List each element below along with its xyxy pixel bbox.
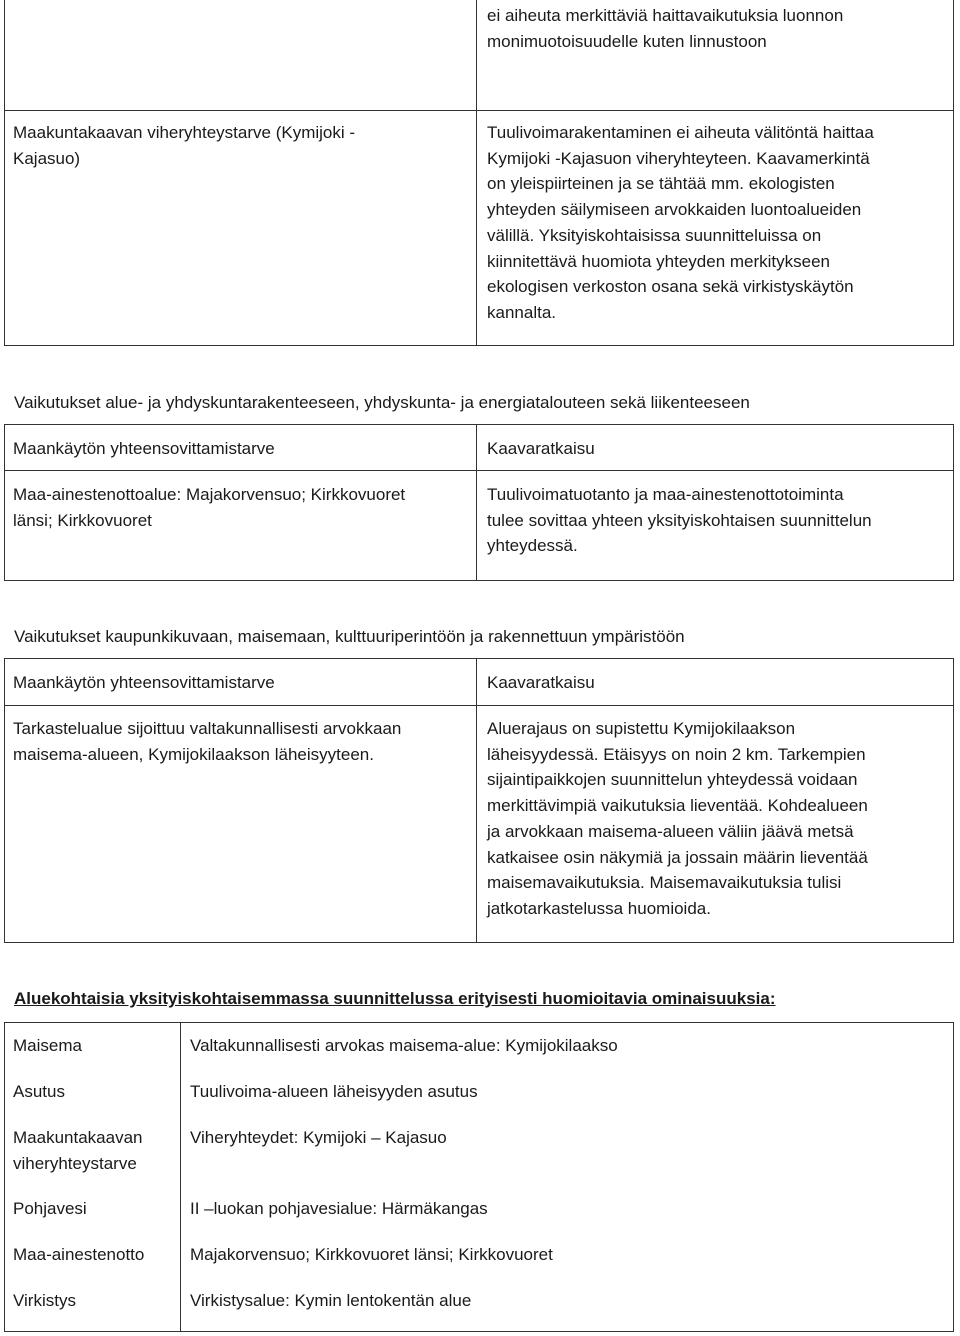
table-4-row-value: Tuulivoima-alueen läheisyyden asutus: [190, 1082, 478, 1101]
table-4-row-label: Maakuntakaavan viheryhteystarve: [13, 1128, 143, 1173]
table-4-divider: [180, 1022, 181, 1332]
table-3-head-right: Kaavaratkaisu: [487, 673, 595, 692]
table-1-row-separator: [4, 110, 954, 111]
table-4-row-label: Pohjavesi: [13, 1199, 87, 1218]
table-4-row-label: Maa-ainestenotto: [13, 1245, 145, 1264]
table-4: [4, 1022, 954, 1332]
section-2-title: Vaikutukset alue- ja yhdyskuntarakenteeseen, yhdyskunta- ja energiatalouteen sekä liikenteeseen: [14, 393, 750, 412]
table-3-right: Aluerajaus on supistettu Kymijokilaakson läheisyydessä. Etäisyys on noin 2 km. Tarkempien sijaintipaikkojen suunnittelun yhteydessä voidaan merkittävimpiä vaikutuksia lieventää. Kohdealueen ja arvokkaan maisema-alueen väliin jäävä metsä katkaisee osin näkymiä ja jossain määrin lieventää maisemavaikutuksia. Maisemavaikutuksia tulisi jatkotarkastelussa huomioida.: [487, 719, 868, 918]
table-3-left: Tarkastelualue sijoittuu valtakunnallisesti arvokkaan maisema-alueen, Kymijokilaakson läheisyyteen.: [13, 719, 402, 764]
table-2-header-separator: [4, 470, 954, 471]
table-4-row-value: II –luokan pohjavesialue: Härmäkangas: [190, 1199, 488, 1218]
table-3-divider: [476, 658, 477, 943]
table-1-row-2-left: Maakuntakaavan viheryhteystarve (Kymijoki - Kajasuo): [13, 123, 356, 168]
table-1-row-2-right: Tuulivoimarakentaminen ei aiheuta välitöntä haittaa Kymijoki -Kajasuon viheryhteyteen. Kaavamerkintä on yleispiirteinen ja se tähtää mm. ekologisten yhteyden säilymiseen arvokkaiden luontoalueiden välillä. Yksityiskohtaisissa suunnitteluissa on kiinnitettävä huomiota yhteyden merkitykseen ekologisen verkoston osana sekä virkistyskäytön kannalta.: [487, 123, 874, 322]
table-2-left: Maa-ainestenottoalue: Majakorvensuo; Kirkkovuoret länsi; Kirkkovuoret: [13, 485, 406, 530]
table-4-row-value: Valtakunnallisesti arvokas maisema-alue: Kymijokilaakso: [190, 1036, 618, 1055]
table-2-divider: [476, 424, 477, 581]
table-2-right: Tuulivoimatuotanto ja maa-ainestenottotoiminta tulee sovittaa yhteen yksityiskohtaisen suunnittelun yhteydessä.: [487, 485, 872, 556]
table-3-header-separator: [4, 705, 954, 706]
table-2-head-left: Maankäytön yhteensovittamistarve: [13, 439, 275, 458]
table-2-head-right: Kaavaratkaisu: [487, 439, 595, 458]
table-1-divider: [476, 0, 477, 346]
table-4-row-label: Maisema: [13, 1036, 82, 1055]
table-4-row-label: Asutus: [13, 1082, 65, 1101]
table-3-head-left: Maankäytön yhteensovittamistarve: [13, 673, 275, 692]
table-1-row-1-right: ei aiheuta merkittäviä haittavaikutuksia luonnon monimuotoisuudelle kuten linnustoon: [487, 6, 844, 51]
section-3-title: Vaikutukset kaupunkikuvaan, maisemaan, kulttuuriperintöön ja rakennettuun ympäristöön: [14, 627, 685, 646]
table-4-row-value: Viheryhteydet: Kymijoki – Kajasuo: [190, 1128, 447, 1147]
table-4-row-label: Virkistys: [13, 1291, 76, 1310]
table-4-row-value: Majakorvensuo; Kirkkovuoret länsi; Kirkkovuoret: [190, 1245, 553, 1264]
section-4-title: Aluekohtaisia yksityiskohtaisemmassa suunnittelussa erityisesti huomioitavia ominaisuuksia:: [14, 989, 776, 1008]
table-4-row-value: Virkistysalue: Kymin lentokentän alue: [190, 1291, 472, 1310]
